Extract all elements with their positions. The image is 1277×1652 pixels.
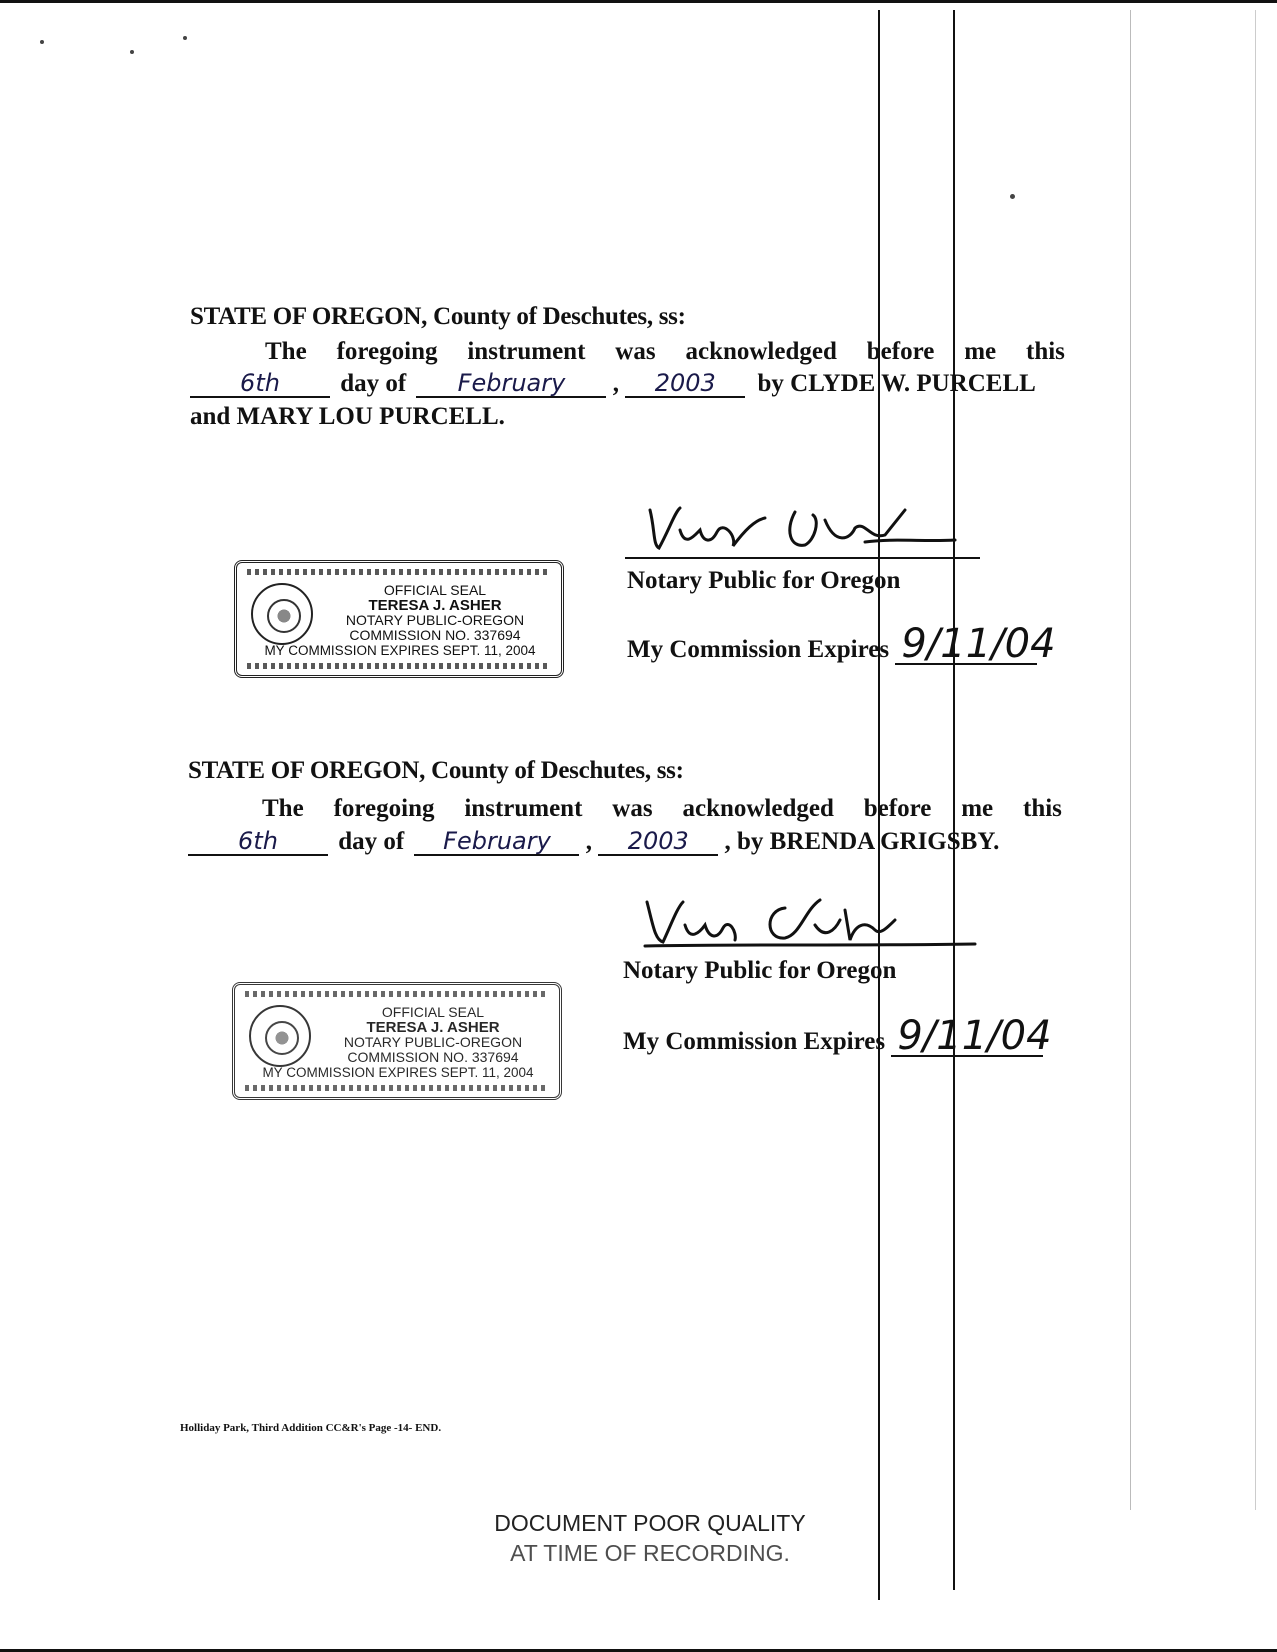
seal-line: COMMISSION NO. 337694 <box>349 627 521 643</box>
word: before <box>866 338 935 365</box>
notary-signature-2 <box>625 880 995 960</box>
scan-speck <box>130 50 134 54</box>
day-field: 6th <box>190 370 330 398</box>
comma: , <box>585 828 592 855</box>
state-seal-icon <box>249 1005 311 1067</box>
word: acknowledged <box>685 338 837 365</box>
word: acknowledged <box>682 795 834 822</box>
signature-graphic <box>625 880 995 960</box>
seal-line: MY COMMISSION EXPIRES SEPT. 11, 2004 <box>264 643 536 658</box>
recording-quality-notice <box>470 1508 830 1568</box>
official-seal-stamp-1 <box>234 560 564 678</box>
month-field: February <box>416 370 606 398</box>
seal-line: TERESA J. ASHER <box>366 1019 500 1036</box>
signer-names: , by BRENDA GRIGSBY. <box>724 828 1000 855</box>
quality-line: AT TIME OF RECORDING. <box>510 1540 790 1566</box>
word: The <box>265 338 307 365</box>
commission-expires-date: 9/11/04 <box>891 1017 1043 1057</box>
signature-line <box>625 557 980 559</box>
word: instrument <box>464 795 583 822</box>
commission-expires-2 <box>623 1013 1052 1059</box>
word: this <box>1026 338 1065 365</box>
month-field: February <box>414 828 579 856</box>
notary-signature-1 <box>625 490 980 565</box>
word: me <box>961 795 994 822</box>
official-seal-stamp-2 <box>232 982 562 1100</box>
scan-speck <box>1010 194 1015 199</box>
seal-rope-border <box>245 1085 549 1091</box>
word: foregoing <box>336 338 438 365</box>
notary-public-title-1: Notary Public for Oregon <box>627 567 901 594</box>
page-footer: Holliday Park, Third Addition CC&R's Page -14- END. <box>180 1422 442 1434</box>
signer-names: by CLYDE W. PURCELL <box>757 370 1036 397</box>
acknowledgment-line-1 <box>262 795 1062 823</box>
comma: , <box>612 370 619 397</box>
commission-expires-1 <box>627 621 1056 667</box>
word: before <box>863 795 932 822</box>
word: me <box>964 338 997 365</box>
scan-speck <box>183 36 187 40</box>
day-of-label: day of <box>338 828 405 855</box>
word: foregoing <box>333 795 435 822</box>
seal-rope-border <box>245 991 549 997</box>
state-county-heading-2: STATE OF OREGON, County of Deschutes, ss: <box>188 757 684 784</box>
acknowledgment-line-2 <box>190 370 1036 398</box>
quality-line: DOCUMENT POOR QUALITY <box>494 1510 806 1536</box>
day-of-label: day of <box>340 370 407 397</box>
seal-text <box>262 1004 551 1080</box>
seal-line: MY COMMISSION EXPIRES SEPT. 11, 2004 <box>262 1065 534 1080</box>
year-field: 2003 <box>625 370 745 398</box>
word: The <box>262 795 304 822</box>
word: instrument <box>467 338 586 365</box>
notary-public-title-2: Notary Public for Oregon <box>623 957 897 984</box>
commission-expires-label: My Commission Expires <box>623 1028 886 1055</box>
seal-line: TERESA J. ASHER <box>368 597 502 614</box>
scan-line-faint <box>1130 10 1131 1510</box>
year-field: 2003 <box>598 828 718 856</box>
acknowledgment-line-3: and MARY LOU PURCELL. <box>190 403 505 430</box>
word: was <box>615 338 656 365</box>
seal-line: NOTARY PUBLIC-OREGON <box>345 612 525 628</box>
state-county-heading-1: STATE OF OREGON, County of Deschutes, ss: <box>190 303 686 330</box>
state-seal-icon <box>251 583 313 645</box>
scan-line-faint <box>1255 10 1256 1510</box>
word: was <box>612 795 653 822</box>
commission-expires-label: My Commission Expires <box>627 636 890 663</box>
seal-rope-border <box>247 569 551 575</box>
acknowledgment-line-1 <box>265 338 1065 366</box>
seal-line: OFFICIAL SEAL <box>383 582 487 598</box>
seal-rope-border <box>247 663 551 669</box>
word: this <box>1023 795 1062 822</box>
acknowledgment-line-2 <box>188 828 999 856</box>
seal-line: COMMISSION NO. 337694 <box>347 1049 519 1065</box>
scan-border-top <box>0 0 1277 3</box>
seal-line: NOTARY PUBLIC-OREGON <box>343 1034 523 1050</box>
scan-speck <box>40 40 44 44</box>
signature-graphic <box>625 490 980 565</box>
seal-text <box>264 582 553 658</box>
seal-line: OFFICIAL SEAL <box>381 1004 485 1020</box>
day-field: 6th <box>188 828 328 856</box>
commission-expires-date: 9/11/04 <box>895 625 1037 665</box>
